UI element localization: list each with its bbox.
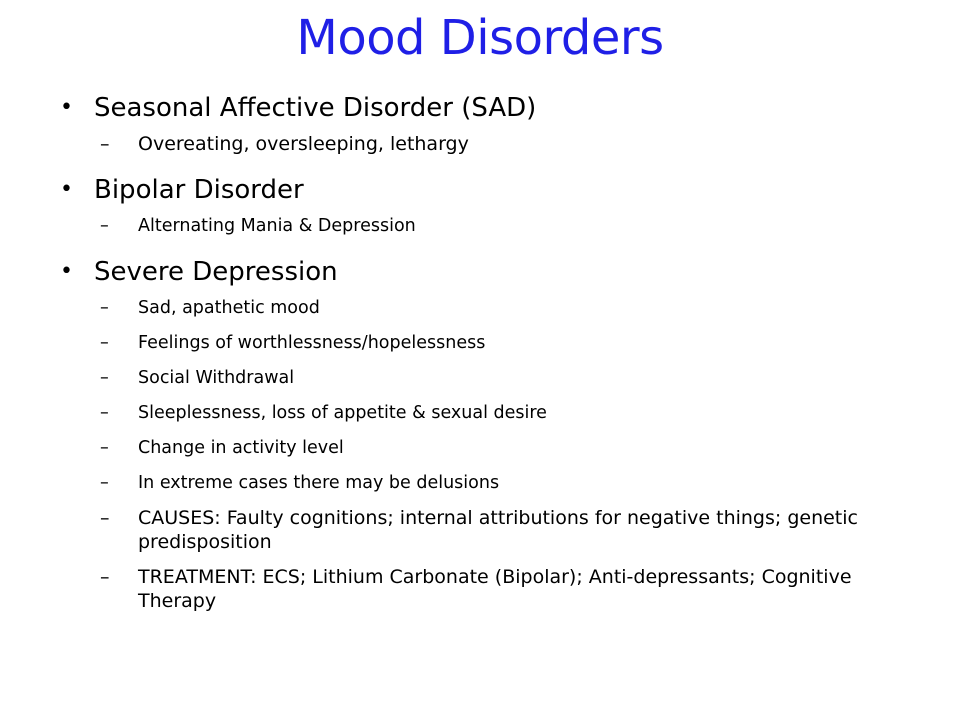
- sub-item: [60, 471, 920, 495]
- sub-item: [60, 436, 920, 460]
- dash-icon: –: [100, 566, 110, 588]
- sub-item-text: Change in activity level: [138, 438, 344, 458]
- dash-icon: –: [100, 438, 109, 458]
- bullet-row: [60, 88, 920, 132]
- bullet-icon: •: [60, 177, 73, 202]
- bullet-icon: •: [60, 259, 73, 284]
- sub-item-text: TREATMENT: ECS; Lithium Carbonate (Bipolar); Anti-depressants; Cognitive Therapy: [138, 566, 852, 612]
- sub-item: [60, 214, 920, 238]
- bullet-icon: •: [60, 95, 73, 120]
- sub-item-text: In extreme cases there may be delusions: [138, 473, 500, 493]
- dash-icon: –: [100, 298, 109, 318]
- sub-item-text: Social Withdrawal: [138, 368, 295, 388]
- bullet-text: Severe Depression: [94, 257, 338, 287]
- sub-item-text: Overeating, oversleeping, lethargy: [138, 133, 469, 155]
- sub-list: [60, 214, 920, 238]
- dash-icon: –: [100, 403, 109, 423]
- dash-icon: –: [100, 507, 110, 529]
- sub-list: [60, 132, 920, 156]
- sub-item: [60, 366, 920, 390]
- bullet-text: Seasonal Affective Disorder (SAD): [94, 93, 537, 123]
- dash-icon: –: [100, 216, 109, 236]
- sub-item-text: CAUSES: Faulty cognitions; internal attributions for negative things; genetic predisposition: [138, 507, 858, 553]
- sub-item-text: Feelings of worthlessness/hopelessness: [138, 333, 486, 353]
- bullet-item-sad: [60, 88, 920, 156]
- bullet-item-severe-depression: [60, 252, 920, 613]
- sub-item-text: Sad, apathetic mood: [138, 298, 320, 318]
- sub-item: [60, 401, 920, 425]
- slide-title: Mood Disorders: [296, 10, 664, 66]
- dash-icon: –: [100, 133, 110, 155]
- bullet-row: [60, 170, 920, 214]
- sub-item: [60, 565, 920, 613]
- sub-item-text: Sleeplessness, loss of appetite & sexual desire: [138, 403, 547, 423]
- bullet-item-bipolar: [60, 170, 920, 238]
- sub-item: [60, 506, 920, 554]
- sub-list: [60, 296, 920, 613]
- sub-item: [60, 331, 920, 355]
- bullet-text: Bipolar Disorder: [94, 175, 304, 205]
- bullet-list: [60, 88, 920, 627]
- bullet-row: [60, 252, 920, 296]
- dash-icon: –: [100, 368, 109, 388]
- dash-icon: –: [100, 333, 109, 353]
- sub-item-text: Alternating Mania & Depression: [138, 216, 416, 236]
- sub-item: [60, 296, 920, 320]
- dash-icon: –: [100, 473, 109, 493]
- sub-item: [60, 132, 920, 156]
